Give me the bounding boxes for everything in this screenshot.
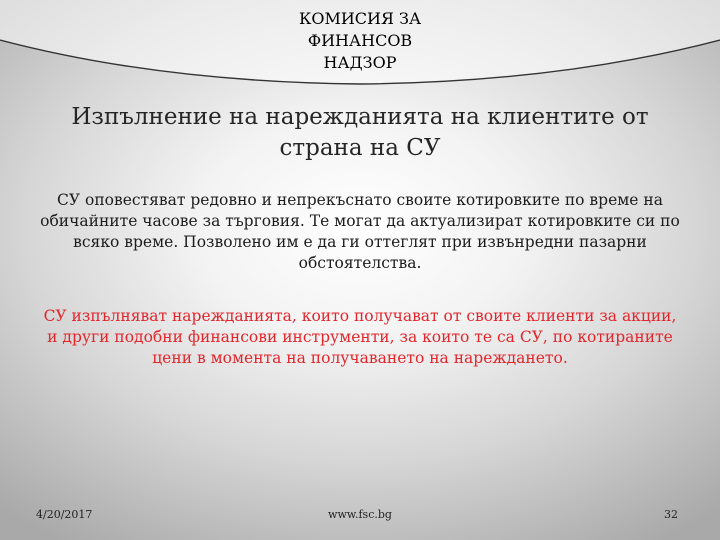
footer-date: 4/20/2017 bbox=[36, 508, 93, 521]
organization-name bbox=[0, 8, 720, 74]
body-paragraph-quotes: СУ оповестяват редовно и непрекъснато своите котировките по време на обичайните часове за търговия. Те могат да актуализират котировките си по всяко време. Позволено им е да ги оттеглят при извънредни пазарни обстоятелства. bbox=[40, 191, 680, 272]
org-name-line-1: КОМИСИЯ ЗА bbox=[298, 9, 422, 28]
slide-title: Изпълнение на нарежданията на клиентите от страна на СУ bbox=[71, 104, 649, 161]
org-name-line-3: НАДЗОР bbox=[323, 53, 397, 72]
body-paragraph-execution-highlight: СУ изпълняват нарежданията, които получават от своите клиенти за акции, и други подобни финансови инструменти, за които те са СУ, по котираните цени в момента на получаването на нареждането. bbox=[43, 307, 677, 367]
footer-url: www.fsc.bg bbox=[328, 508, 392, 521]
footer-page-number: 32 bbox=[664, 508, 678, 521]
org-name-line-2: ФИНАНСОВ bbox=[307, 31, 413, 50]
